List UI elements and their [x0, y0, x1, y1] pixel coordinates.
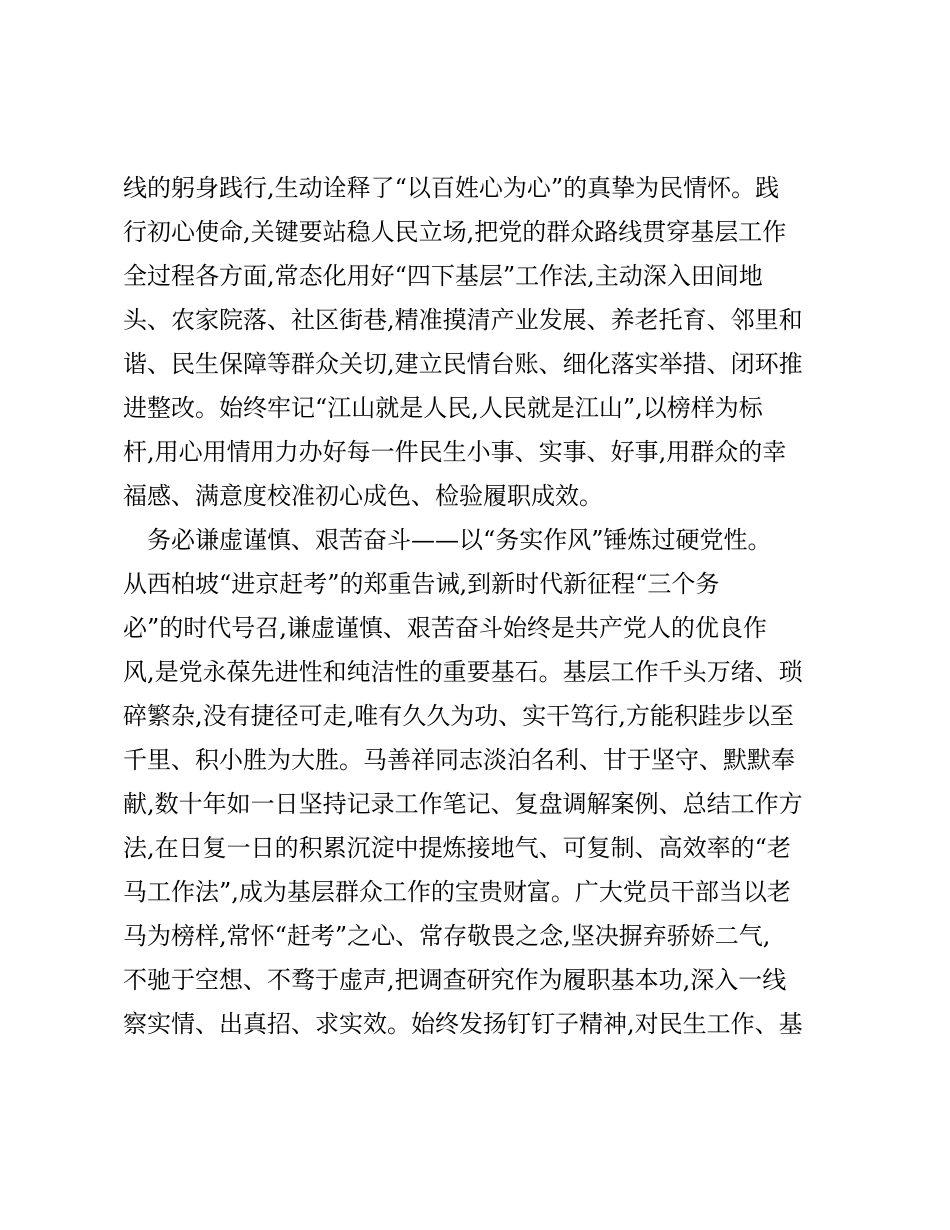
text-line: 行初心使命,关键要站稳人民立场,把党的群众路线贯穿基层工作 — [123, 218, 787, 246]
text-line: 献,数十年如一日坚持记录工作笔记、复盘调解案例、总结工作方 — [123, 790, 803, 818]
text-line: 线的躬身践行,生动诠释了“以百姓心为心”的真挚为民情怀。践 — [123, 174, 780, 202]
text-line: 风,是党永葆先进性和纯洁性的重要基石。基层工作千头万绪、琐 — [123, 658, 803, 686]
text-line: 从西柏坡“进京赶考”的郑重告诫,到新时代新征程“三个务 — [123, 570, 720, 598]
text-line: 察实情、出真招、求实效。始终发扬钉钉子精神,对民生工作、基 — [123, 1010, 803, 1038]
text-line: 谐、民生保障等群众关切,建立民情台账、细化落实举措、闭环推 — [123, 350, 803, 378]
section-heading-line: 务必谦虚谨慎、艰苦奋斗——以“务实作风”锤炼过硬党性。 — [123, 526, 772, 554]
text-line: 必”的时代号召,谦虚谨慎、艰苦奋斗始终是共产党人的优良作 — [123, 614, 767, 642]
text-line: 碎繁杂,没有捷径可走,唯有久久为功、实干笃行,方能积跬步以至 — [123, 702, 794, 730]
text-line: 马工作法”,成为基层群众工作的宝贵财富。广大党员干部当以老 — [123, 878, 791, 906]
text-line: 不驰于空想、不骛于虚声,把调查研究作为履职基本功,深入一线 — [123, 966, 787, 994]
text-line: 全过程各方面,常态化用好“四下基层”工作法,主动深入田间地 — [123, 262, 763, 290]
text-line: 千里、积小胜为大胜。马善祥同志淡泊名利、甘于坚守、默默奉 — [123, 746, 795, 774]
text-line: 杆,用心用情用力办好每一件民生小事、实事、好事,用群众的幸 — [123, 438, 787, 466]
text-line: 头、农家院落、社区街巷,精准摸清产业发展、养老托育、邻里和 — [123, 306, 803, 334]
text-line: 马为榜样,常怀“赶考”之心、常存敬畏之念,坚决摒弃骄娇二气, — [123, 922, 771, 950]
text-line: 福感、满意度校准初心成色、检验履职成效。 — [123, 482, 603, 510]
text-line: 法,在日复一日的积累沉淀中提炼接地气、可复制、高效率的“老 — [123, 834, 791, 862]
text-line: 进整改。始终牢记“江山就是人民,人民就是江山”,以榜样为标 — [123, 394, 763, 422]
